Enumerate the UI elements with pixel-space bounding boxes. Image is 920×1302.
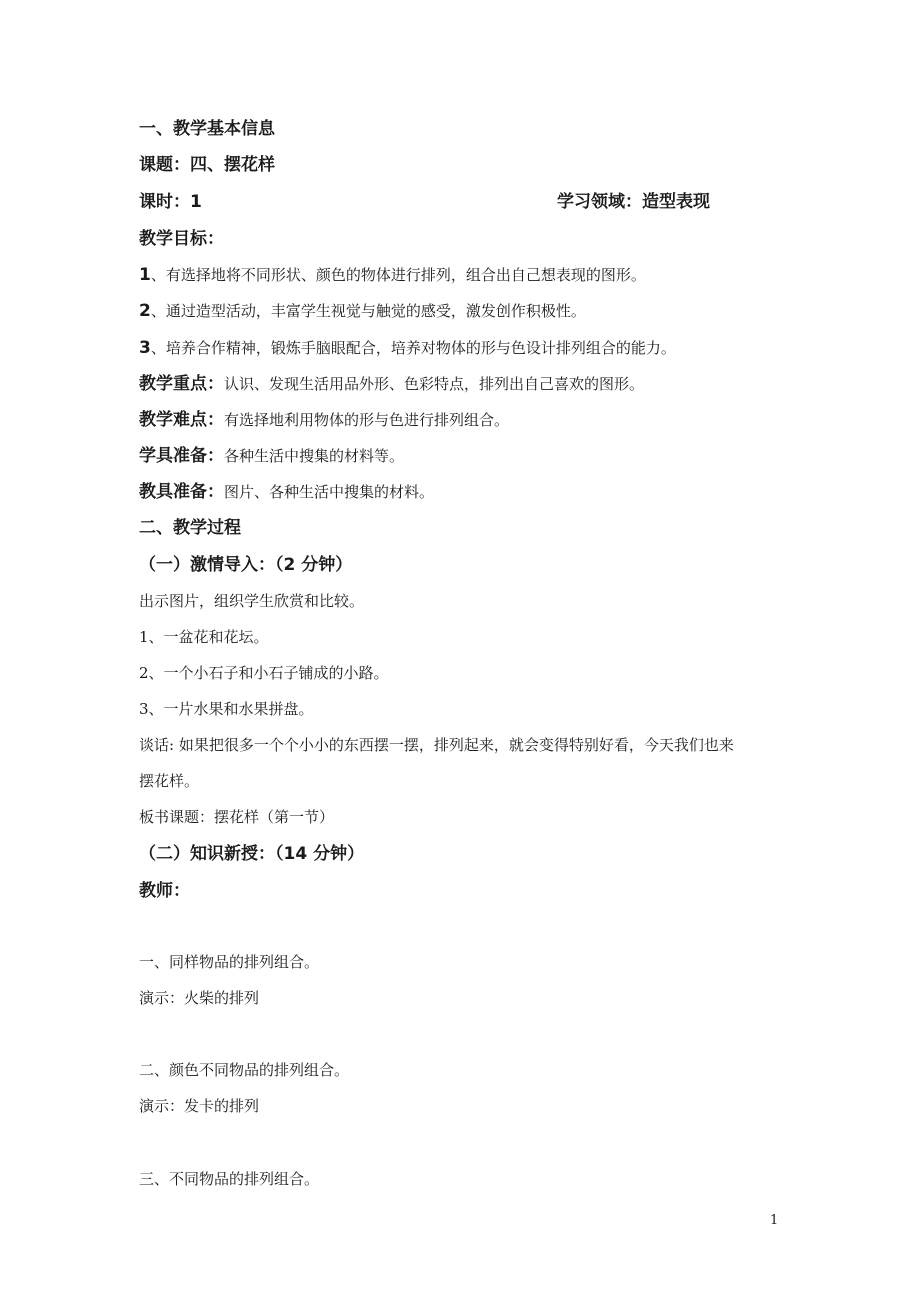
student-prep: 各种生活中搜集的材料等。 <box>224 447 405 465</box>
lesson-title-line <box>139 157 275 174</box>
study-area-label: 学习领域： <box>557 192 642 212</box>
lesson-hours-label: 课时： <box>139 192 190 212</box>
subsection-3: 三、不同物品的排列组合。 <box>139 1170 320 1188</box>
objective-number: 3 <box>139 338 151 358</box>
teacher-label: 教师： <box>139 881 190 901</box>
part1-title: （一）激情导入：（2 分钟） <box>139 555 353 575</box>
objective-text: 、有选择地将不同形状、颜色的物体进行排列，组合出自己想表现的图形。 <box>150 266 646 284</box>
demo-2: 演示：发卡的排列 <box>139 1097 260 1115</box>
student-prep-label: 学具准备： <box>139 446 224 466</box>
talk-line-2: 摆花样。 <box>139 772 200 790</box>
difficulty-line <box>139 412 509 429</box>
objectives-heading: 教学目标： <box>139 229 224 249</box>
board-title: 板书课题：摆花样（第一节） <box>139 808 335 826</box>
teacher-prep-label: 教具准备： <box>139 482 224 502</box>
study-area-line <box>557 194 710 211</box>
part1-item: 2、一个小石子和小石子铺成的小路。 <box>139 664 389 682</box>
section1-title: 一、教学基本信息 <box>139 119 275 139</box>
subsection-1: 一、同样物品的排列组合。 <box>139 953 320 971</box>
teacher-prep: 图片、各种生活中搜集的材料。 <box>224 483 435 501</box>
section2-title: 二、教学过程 <box>139 518 241 538</box>
difficulty-label: 教学难点： <box>139 410 224 430</box>
talk-line-1: 谈话: 如果把很多一个个小小的东西摆一摆，排列起来，就会变得特别好看，今天我们也来 <box>139 736 734 754</box>
student-prep-line <box>139 448 404 465</box>
objective-item <box>139 340 676 357</box>
demo-1: 演示：火柴的排列 <box>139 989 260 1007</box>
subsection-2: 二、颜色不同物品的排列组合。 <box>139 1061 350 1079</box>
lesson-title-label: 课题： <box>139 155 190 175</box>
lesson-hours: 1 <box>190 192 202 212</box>
part1-item: 3、一片水果和水果拼盘。 <box>139 700 314 718</box>
teacher-prep-line <box>139 484 434 501</box>
key-point: 认识、发现生活用品外形、色彩特点，排列出自己喜欢的图形。 <box>224 375 645 393</box>
key-point-label: 教学重点： <box>139 374 224 394</box>
objective-item <box>139 303 586 320</box>
difficulty: 有选择地利用物体的形与色进行排列组合。 <box>224 411 510 429</box>
part1-intro: 出示图片，组织学生欣赏和比较。 <box>139 592 365 610</box>
objective-text: 、培养合作精神，锻炼手脑眼配合，培养对物体的形与色设计排列组合的能力。 <box>150 339 676 357</box>
part2-title: （二）知识新授：（14 分钟） <box>139 844 365 864</box>
page-number: 1 <box>770 1213 779 1228</box>
lesson-title: 四、摆花样 <box>190 155 275 175</box>
objective-text: 、通过造型活动，丰富学生视觉与触觉的感受，激发创作积极性。 <box>150 302 586 320</box>
objective-item <box>139 267 646 284</box>
part1-item: 1、一盆花和花坛。 <box>139 628 269 646</box>
objective-number: 1 <box>139 265 151 285</box>
key-point-line <box>139 376 644 393</box>
study-area: 造型表现 <box>642 192 710 212</box>
objective-number: 2 <box>139 301 151 321</box>
